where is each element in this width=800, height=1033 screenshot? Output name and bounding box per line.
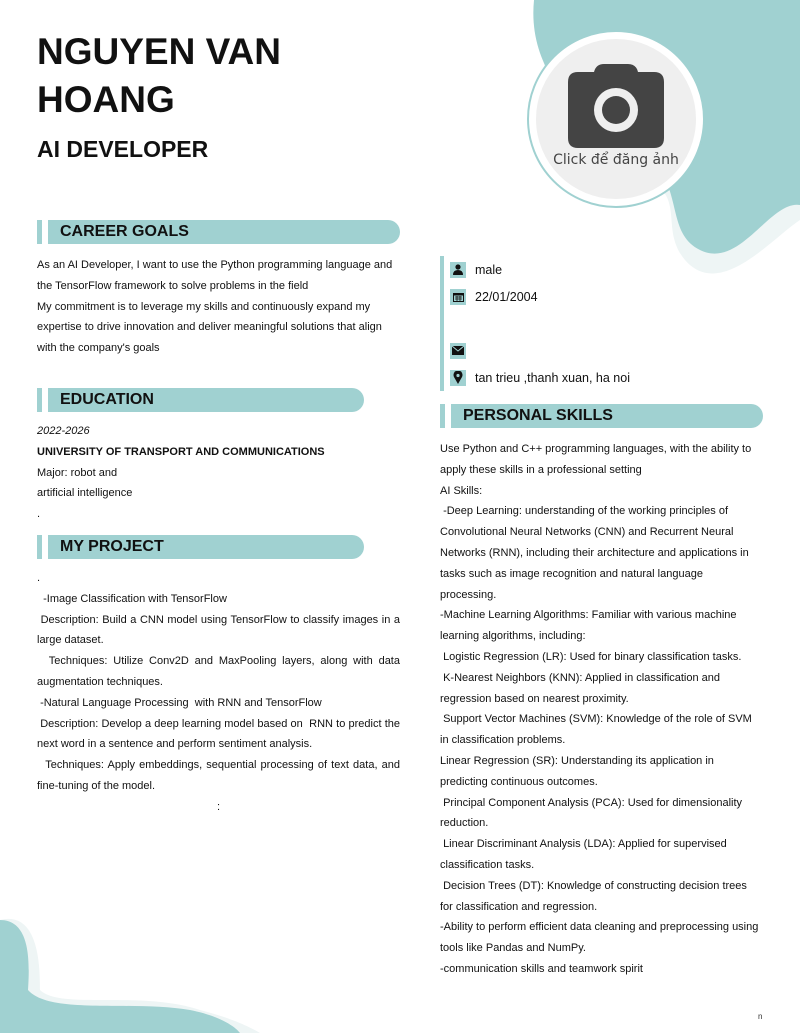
skills-content — [440, 439, 762, 980]
text-line: : — [216, 800, 221, 813]
text-line: -Deep Learning: understanding of the working principles of Convolutional Neural Networks (CNN) and Recurrent Neural Networks (RNN), including their architecture and applications in tasks such as image recognition and natural language processing. — [440, 505, 752, 601]
section-title: MY PROJECT — [48, 535, 364, 559]
text-line: . — [37, 508, 41, 521]
calendar-icon — [450, 289, 466, 305]
text-line: Linear Regression (SR): Understanding its application in predicting continuous outcomes. — [440, 754, 717, 788]
job-title: AI DEVELOPER — [37, 136, 209, 162]
text-line: Techniques: Utilize Conv2D and MaxPooling layers, along with data augmentation techniques. — [37, 655, 404, 688]
text-line: Linear Discriminant Analysis (LDA): Applied for supervised classification tasks. — [440, 838, 730, 871]
gender-value: male — [475, 262, 503, 277]
text-line: Description: Build a CNN model using TensorFlow to classify images in a large dataset. — [37, 613, 404, 647]
contact-email — [450, 337, 740, 364]
page-mark: n — [758, 1012, 763, 1021]
camera-icon — [568, 64, 664, 148]
text-line: -Natural Language Processing with RNN and TensorFlow — [37, 696, 322, 709]
text-line: Techniques: Apply embeddings, sequential processing of text data, and fine-tuning of the model. — [37, 759, 404, 792]
section-header-education — [37, 388, 364, 412]
education-period: 2022-2026 — [37, 425, 90, 437]
text-line: Decision Trees (DT): Knowledge of constructing decision trees for classification and regression. — [440, 879, 750, 913]
text-line: AI Skills: — [440, 484, 483, 497]
contact-gender — [450, 256, 740, 283]
text-line: Logistic Regression (LR): Used for binary classification tasks. — [440, 650, 742, 663]
text-line: As an AI Developer, I want to use the Python programming language and the TensorFlow framework to solve problems in the field — [37, 259, 396, 292]
project-content — [37, 568, 404, 818]
text-line: -Image Classification with TensorFlow — [37, 592, 227, 605]
section-header-project — [37, 535, 364, 559]
location-pin-icon — [450, 370, 466, 386]
text-line: Principal Component Analysis (PCA): Used for dimensionality reduction. — [440, 796, 746, 830]
contact-spacer — [450, 310, 740, 337]
envelope-icon — [450, 343, 466, 359]
address-value: tan trieu ,thanh xuan, ha noi — [475, 370, 630, 385]
section-header-skills — [440, 404, 763, 428]
text-line: -communication skills and teamwork spirit — [440, 962, 643, 975]
text-line: Major: robot and — [37, 466, 118, 479]
career-goals-text — [37, 255, 402, 359]
section-title: CAREER GOALS — [48, 220, 400, 244]
education-content — [37, 421, 402, 525]
section-header-career-goals — [37, 220, 400, 244]
text-line: Description: Develop a deep learning model based on RNN to predict the next word in a sentence and perform sentiment analysis. — [37, 717, 404, 751]
dob-value: 22/01/2004 — [475, 289, 538, 304]
text-line: artificial intelligence — [37, 487, 133, 500]
text-line: My commitment is to leverage my skills and continuously expand my expertise to drive innovation and deliver meaningful solutions that align with the company's goals — [37, 300, 385, 355]
text-line: -Machine Learning Algorithms: Familiar with various machine learning algorithms, including: — [440, 609, 740, 643]
text-line: -Ability to perform efficient data cleaning and preprocessing using tools like Pandas and NumPy. — [440, 921, 762, 955]
section-title: PERSONAL SKILLS — [451, 404, 763, 428]
text-line: Support Vector Machines (SVM): Knowledge of the role of SVM in classification problems. — [440, 713, 755, 747]
photo-upload[interactable] — [527, 30, 705, 208]
decorative-blob-bottom — [0, 900, 270, 1033]
text-line: Use Python and C++ programming languages, with the ability to apply these skills in a professional setting — [440, 443, 755, 476]
candidate-name: NGUYEN VAN HOANG — [37, 31, 281, 120]
person-icon — [450, 262, 466, 278]
text-line: . — [37, 572, 41, 584]
section-title: EDUCATION — [48, 388, 364, 412]
contact-dob — [450, 283, 740, 310]
text-line: K-Nearest Neighbors (KNN): Applied in classification and regression based on nearest proximity. — [440, 671, 724, 705]
contact-info — [440, 256, 740, 391]
school-name: UNIVERSITY OF TRANSPORT AND COMMUNICATIONS — [37, 445, 325, 458]
contact-address — [450, 364, 740, 391]
photo-upload-label: Click để đăng ảnh — [553, 152, 679, 168]
